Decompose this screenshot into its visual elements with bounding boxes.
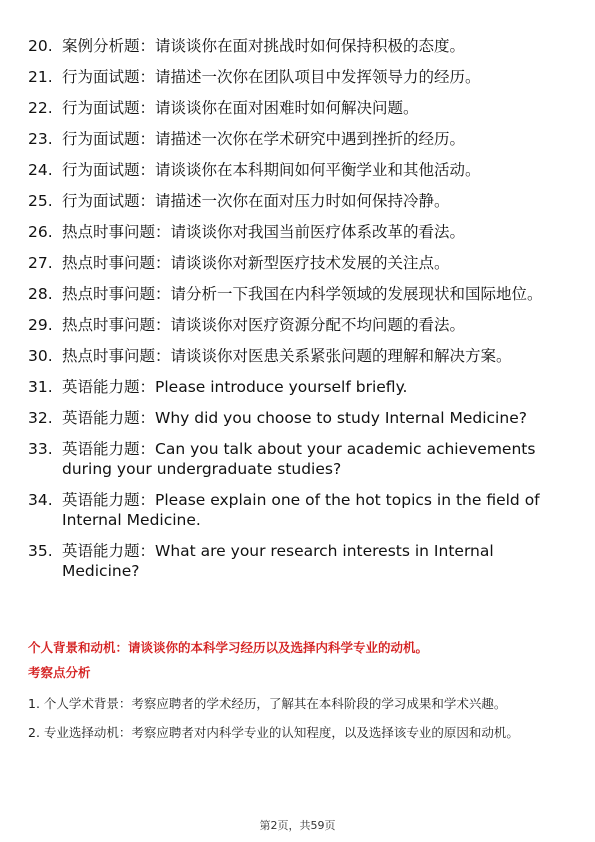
item-number: 21. — [28, 68, 53, 86]
list-item — [28, 129, 568, 149]
item-text: 热点时事问题：请谈谈你对医疗资源分配不均问题的看法。 — [62, 316, 466, 334]
section-subtitle: 考察点分析 — [28, 665, 91, 680]
list-item — [28, 377, 568, 397]
list-item — [28, 36, 568, 56]
item-number: 24. — [28, 161, 53, 179]
list-item — [28, 439, 568, 479]
item-number: 27. — [28, 254, 53, 272]
item-text: 行为面试题：请谈谈你在本科期间如何平衡学业和其他活动。 — [62, 161, 481, 179]
list-item — [28, 160, 568, 180]
item-text: 英语能力题：Why did you choose to study Internal Medicine? — [62, 409, 527, 427]
item-number: 35. — [28, 542, 53, 560]
item-number: 32. — [28, 409, 53, 427]
item-number: 20. — [28, 37, 53, 55]
analysis-point: 1. 个人学术背景：考察应聘者的学术经历，了解其在本科阶段的学习成果和学术兴趣。 — [28, 696, 507, 711]
item-number: 34. — [28, 491, 53, 509]
item-text: 热点时事问题：请谈谈你对医患关系紧张问题的理解和解决方案。 — [62, 347, 512, 365]
item-text: 英语能力题：Please introduce yourself briefly. — [62, 378, 408, 396]
item-text: 行为面试题：请谈谈你在面对困难时如何解决问题。 — [62, 99, 419, 117]
item-text: 热点时事问题：请谈谈你对我国当前医疗体系改革的看法。 — [62, 223, 466, 241]
list-item — [28, 222, 568, 242]
item-text: 英语能力题：Please explain one of the hot topics in the field of Internal Medicine. — [62, 491, 540, 529]
item-text: 行为面试题：请描述一次你在面对压力时如何保持冷静。 — [62, 192, 450, 210]
page-footer: 第2页，共59页 — [259, 819, 336, 832]
item-text: 案例分析题：请谈谈你在面对挑战时如何保持积极的态度。 — [62, 37, 466, 55]
item-number: 25. — [28, 192, 53, 210]
list-item — [28, 191, 568, 211]
list-item — [28, 408, 568, 428]
item-number: 26. — [28, 223, 53, 241]
item-text: 英语能力题：What are your research interests in Internal Medicine? — [62, 542, 494, 580]
item-number: 28. — [28, 285, 53, 303]
item-text: 行为面试题：请描述一次你在团队项目中发挥领导力的经历。 — [62, 68, 481, 86]
item-text: 热点时事问题：请分析一下我国在内科学领域的发展现状和国际地位。 — [62, 285, 543, 303]
item-number: 29. — [28, 316, 53, 334]
list-item — [28, 490, 568, 530]
list-item — [28, 284, 568, 304]
analysis-section — [28, 640, 568, 749]
list-item — [28, 98, 568, 118]
list-item — [28, 315, 568, 335]
analysis-point: 2. 专业选择动机：考察应聘者对内科学专业的认知程度，以及选择该专业的原因和动机。 — [28, 725, 519, 740]
list-item — [28, 541, 568, 581]
question-list — [28, 36, 568, 592]
item-text: 热点时事问题：请谈谈你对新型医疗技术发展的关注点。 — [62, 254, 450, 272]
list-item — [28, 253, 568, 273]
item-number: 30. — [28, 347, 53, 365]
list-item — [28, 346, 568, 366]
list-item — [28, 67, 568, 87]
section-title: 个人背景和动机：请谈谈你的本科学习经历以及选择内科学专业的动机。 — [28, 640, 429, 655]
item-number: 33. — [28, 440, 53, 458]
item-number: 31. — [28, 378, 53, 396]
item-number: 23. — [28, 130, 53, 148]
item-text: 英语能力题：Can you talk about your academic achievements during your undergraduate studies? — [62, 440, 536, 478]
item-number: 22. — [28, 99, 53, 117]
item-text: 行为面试题：请描述一次你在学术研究中遇到挫折的经历。 — [62, 130, 466, 148]
